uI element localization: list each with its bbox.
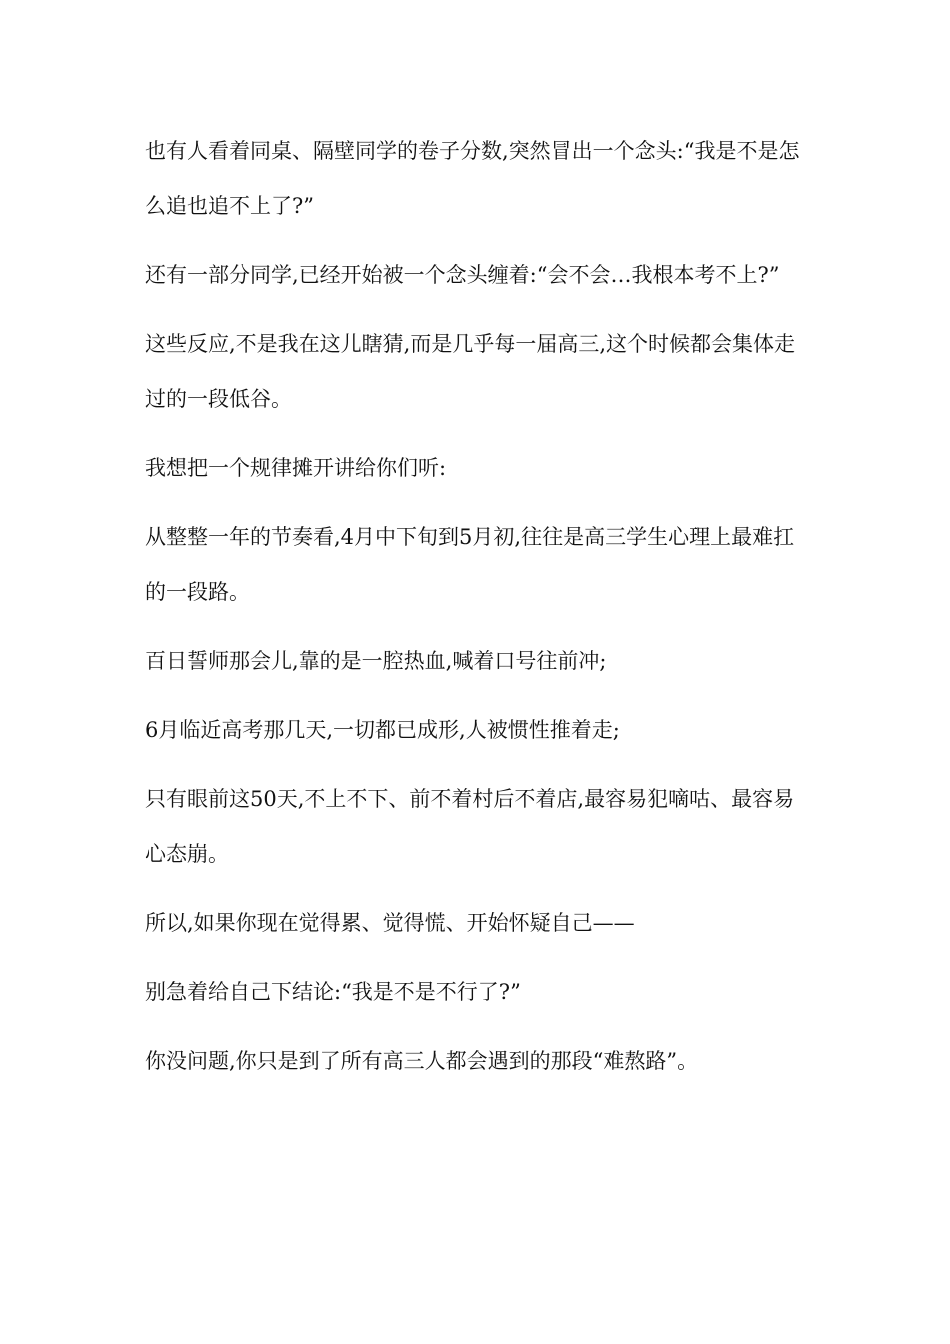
paragraph-4: 我想把一个规律摊开讲给你们听: [145, 456, 447, 480]
paragraph-3: 这些反应,不是我在这儿瞎猜,而是几乎每一届高三,这个时候都会集体走过的一段低谷。 [145, 332, 796, 411]
paragraph-5: 从整整一年的节奏看,4月中下旬到5月初,往往是高三学生心理上最难扛的一段路。 [145, 525, 795, 604]
paragraph-10: 别急着给自己下结论:“我是不是不行了?” [145, 980, 521, 1004]
document-body [145, 124, 805, 1103]
paragraph-11: 你没问题,你只是到了所有高三人都会遇到的那段“难熬路”。 [145, 1049, 699, 1073]
paragraph-9: 所以,如果你现在觉得累、觉得慌、开始怀疑自己—— [145, 911, 635, 935]
paragraph-2: 还有一部分同学,已经开始被一个念头缠着:“会不会…我根本考不上?” [145, 263, 780, 287]
paragraph-6: 百日誓师那会儿,靠的是一腔热血,喊着口号往前冲; [145, 649, 607, 673]
paragraph-7: 6月临近高考那几天,一切都已成形,人被惯性推着走; [145, 718, 620, 742]
paragraph-1: 也有人看着同桌、隔壁同学的卷子分数,突然冒出一个念头:“我是不是怎么追也追不上了?” [145, 139, 800, 218]
paragraph-8: 只有眼前这50天,不上不下、前不着村后不着店,最容易犯嘀咕、最容易心态崩。 [145, 787, 795, 866]
